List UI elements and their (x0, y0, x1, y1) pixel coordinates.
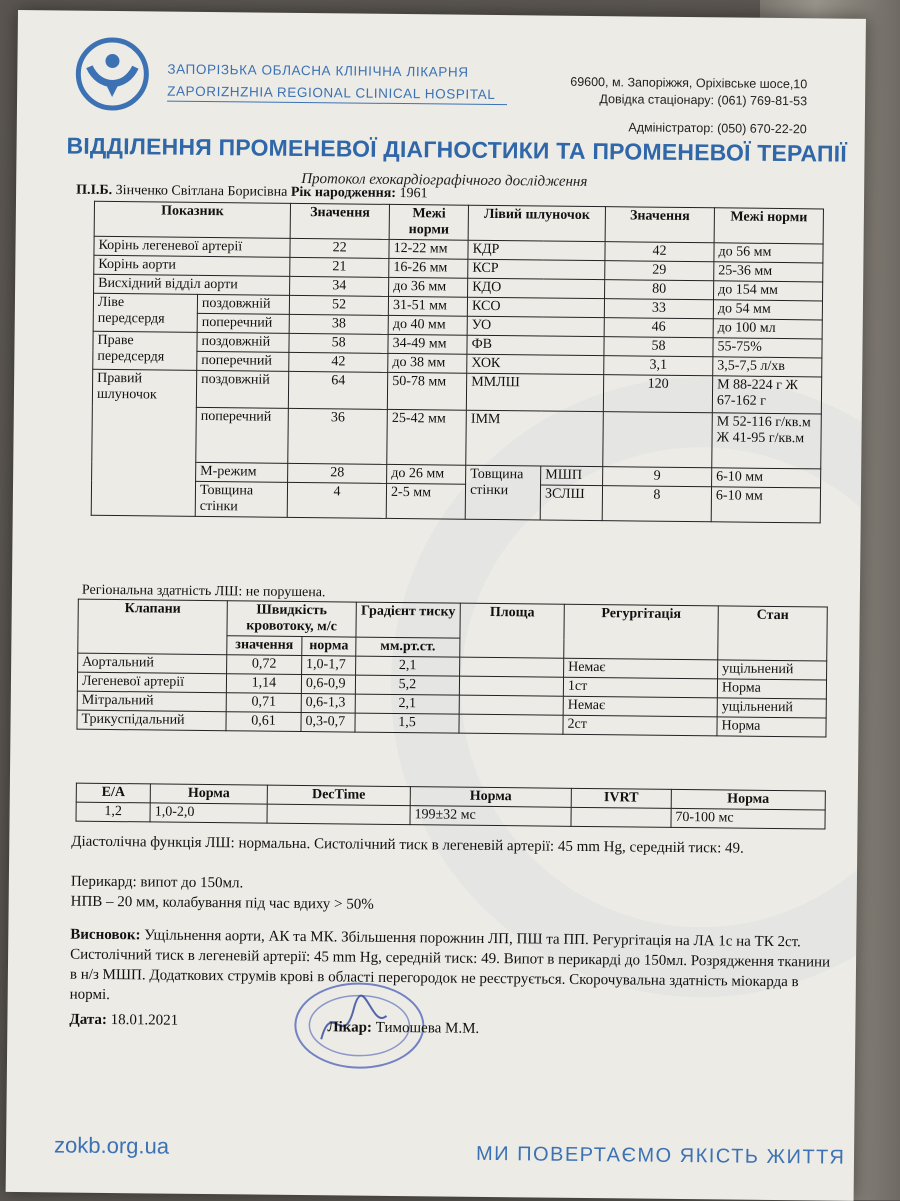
cell: ущільнений (717, 698, 826, 718)
cell: Корінь легеневої артерії (94, 236, 290, 257)
table-header-row (78, 599, 827, 642)
cell: 46 (604, 318, 713, 338)
cell: 0,71 (226, 693, 301, 713)
cell: 36 (288, 408, 388, 464)
table-row (92, 406, 822, 469)
hospital-address (547, 74, 807, 111)
cell: поперечний (196, 407, 289, 463)
cell: 4 (287, 482, 386, 518)
hospital-name-ua: ЗАПОРІЗЬКА ОБЛАСНА КЛІНІЧНА ЛІКАРНЯ (167, 61, 469, 80)
address-line: 69600, м. Запоріжжя, Оріхівське шосе,10 (570, 74, 808, 92)
cell: МШП (541, 466, 603, 486)
cell: 64 (288, 371, 387, 409)
header-cell: Показник (94, 201, 290, 238)
cell: 21 (290, 257, 389, 277)
cell: 25-36 мм (714, 262, 823, 282)
conclusion-text: Ущільнення аорти, АК та МК. Збільшення порожнин ЛП, ПШ та ПП. Регургітація на ЛА 1с на ТК 2ст. Систолічний тиск в легеневій артерії: 45 mm Hg, середній тиск: 49. Випот в перикарді до 150мл. Розрядження тканини в н/з МШП. Додаткових струмів крові в області перегородок не реєструється. Скорочувальна здатність міокарда в нормі. (69, 927, 831, 1004)
cell: поздовжній (197, 332, 289, 352)
cell: 28 (288, 463, 387, 483)
doctor-line (327, 1018, 479, 1039)
cell: 2-5 мм (386, 483, 465, 519)
cell: 2,1 (356, 656, 460, 676)
website: zokb.org.ua (53, 1132, 170, 1159)
cell: ХОК (467, 354, 604, 374)
header-cell: норма (302, 637, 356, 657)
diastolic-table (76, 783, 826, 830)
cell: КДР (468, 240, 605, 260)
cell: Ліве передсердя (93, 293, 197, 332)
cell: 50-78 мм (387, 372, 466, 410)
cell: 2,1 (355, 694, 459, 714)
cell: 6-10 мм (711, 487, 820, 523)
header-cell: Лівий шлуночок (468, 205, 605, 241)
cell: 0,61 (226, 712, 301, 732)
cell: 58 (604, 337, 713, 357)
birth-label: Рік народження: (290, 184, 397, 201)
cell: до 100 мл (713, 319, 822, 339)
header-cell: Стан (718, 606, 828, 661)
header-cell: DecTime (267, 785, 410, 805)
cell: 0,72 (227, 655, 302, 675)
cell: 6-10 мм (712, 468, 821, 488)
doctor-label: Лікар: (327, 1019, 373, 1036)
header-cell: IVRT (571, 788, 671, 808)
cell: УО (467, 316, 604, 336)
echo-measurements-table (91, 201, 824, 524)
cell: ММЛШ (466, 373, 603, 411)
cell (603, 412, 713, 468)
cell: 0,3-0,7 (301, 713, 355, 733)
cell: 42 (289, 352, 388, 372)
cell: до 40 мм (388, 315, 467, 335)
date-line (69, 1011, 178, 1031)
cell: Корінь аорти (94, 255, 290, 276)
cell: 16-26 мм (389, 258, 468, 278)
cell: 55-75% (713, 338, 822, 358)
header-cell: Значення (290, 203, 389, 239)
cell: до 154 мм (714, 281, 823, 301)
cell: 3,1 (604, 356, 713, 376)
cell: 42 (605, 242, 714, 262)
regional-function: Регіональна здатність ЛШ: не порушена. (81, 582, 326, 601)
cell: до 56 мм (714, 243, 823, 263)
header-cell: Значення (605, 207, 714, 243)
cell: 199±32 мс (410, 806, 571, 827)
birth-year: 1961 (399, 186, 428, 202)
cell: Норма (717, 717, 826, 737)
cell: 1,2 (76, 802, 150, 822)
protocol-title: Протокол ехокардіографічного дослідження (301, 170, 588, 190)
cell: Норма (717, 679, 826, 699)
patient-name: Зінченко Світлана Борисівна (115, 183, 288, 200)
document-sheet (6, 10, 866, 1201)
cell: Немає (563, 696, 717, 717)
conclusion-label: Висновок: (70, 926, 141, 944)
header-cell: Межі норми (714, 208, 823, 244)
cell: Правий шлуночок (91, 369, 197, 516)
header-cell: Регургітація (564, 604, 719, 660)
date-value: 18.01.2021 (110, 1012, 179, 1029)
conclusion (70, 925, 841, 1013)
cell: Мітральний (77, 691, 226, 712)
cell: 70-100 мс (671, 808, 825, 829)
cell (459, 714, 563, 734)
cell: 34 (290, 276, 389, 296)
cell: поперечний (197, 313, 289, 333)
cell: ЗСЛШ (540, 485, 602, 521)
cell: 22 (290, 238, 389, 258)
cell: до 26 мм (387, 464, 466, 484)
patient-line (76, 183, 428, 203)
pericard: Перикард: випот до 150мл. (70, 873, 244, 892)
department-title: ВІДДІЛЕННЯ ПРОМЕНЕВОЇ ДІАГНОСТИКИ ТА ПРОМЕНЕВОЇ ТЕРАПІЇ (66, 132, 847, 167)
cell: 1,0-1,7 (301, 656, 355, 676)
cell: 8 (602, 486, 711, 522)
cell: 120 (603, 375, 712, 413)
cell: ФВ (467, 335, 604, 355)
cell: 25-42 мм (387, 409, 467, 465)
phone-line: Довідка стаціонару: (061) 769-81-53 (599, 92, 808, 109)
cell: Трикуспідальний (77, 710, 226, 731)
cell: Праве передсердя (93, 331, 197, 370)
cell: до 36 мм (389, 277, 468, 297)
cell (459, 695, 563, 715)
admin-phone: Адміністратор: (050) 670-22-20 (628, 120, 807, 137)
cell: М-режим (196, 462, 288, 482)
cell: 52 (289, 295, 388, 315)
valves-table (76, 599, 827, 738)
slogan: МИ ПОВЕРТАЄМО ЯКІСТЬ ЖИТТЯ (475, 1142, 846, 1169)
header-cell: Градієнт тиску (356, 602, 460, 638)
pib-label: П.І.Б. (76, 182, 113, 198)
hospital-logo-icon (75, 37, 150, 112)
cell: 34-49 мм (388, 334, 467, 354)
ivc-note: НПВ – 20 мм, колабування під час вдиху > 50% (70, 893, 374, 913)
cell: 1,14 (226, 674, 301, 694)
header-cell: Межі норми (389, 204, 468, 240)
header-cell: Площа (460, 603, 565, 658)
cell: 3,5-7,5 л/хв (713, 357, 822, 377)
hospital-name-en: ZAPORIZHZHIA REGIONAL CLINICAL HOSPITAL (167, 84, 507, 106)
header-cell: значення (227, 636, 302, 656)
cell: КСР (468, 259, 605, 279)
cell: 58 (289, 333, 388, 353)
cell: 5,2 (355, 675, 459, 695)
cell: КСО (467, 297, 604, 317)
cell: поперечний (197, 351, 289, 371)
header-cell: мм.рт.ст. (356, 637, 460, 657)
header-cell: Норма (150, 784, 267, 804)
cell: поздовжній (197, 294, 289, 314)
cell: М 52-116 г/кв.м Ж 41-95 г/кв.м (712, 413, 822, 469)
header-cell: Норма (671, 789, 825, 810)
cell: до 38 мм (388, 353, 467, 373)
cell (267, 804, 410, 824)
header-cell: Клапани (78, 599, 228, 655)
cell: 33 (604, 299, 713, 319)
header-cell: E/A (76, 783, 150, 803)
cell: 29 (605, 261, 714, 281)
cell: 12-22 мм (389, 239, 468, 259)
date-label: Дата: (69, 1011, 107, 1028)
cell: 1,0-2,0 (150, 803, 267, 823)
cell: Немає (564, 658, 718, 679)
cell: до 54 мм (713, 300, 822, 320)
cell (459, 676, 563, 696)
cell: М 88-224 г Ж 67-162 г (712, 376, 821, 414)
header-cell: Швидкість кровотоку, м/с (227, 601, 356, 637)
cell: 31-51 мм (388, 296, 467, 316)
cell: ущільнений (718, 660, 827, 680)
cell: 2ст (563, 715, 717, 736)
diastolic-function: Діастолічна функція ЛШ: нормальна. Систолічний тиск в легеневій артерії: 45 mm Hg, середній тиск: 49. (71, 833, 744, 857)
cell: Товщина стінки (465, 465, 541, 520)
cell: 1ст (563, 677, 717, 698)
header-cell: Норма (410, 787, 571, 808)
cell (571, 807, 671, 827)
cell: 1,5 (355, 713, 459, 733)
cell: поздовжній (196, 370, 289, 408)
cell: 0,6-1,3 (301, 694, 355, 714)
cell: 80 (605, 280, 714, 300)
cell: ІММ (466, 410, 603, 466)
cell (460, 657, 564, 677)
cell: 38 (289, 314, 388, 334)
table-row (91, 480, 820, 523)
cell: Легеневої артерії (77, 672, 226, 693)
cell: 9 (603, 467, 712, 487)
doctor-name: Тимошева М.М. (375, 1019, 480, 1037)
cell: Аортальний (78, 653, 227, 674)
cell: 0,6-0,9 (301, 675, 355, 695)
cell: Висхідний відділ аорти (94, 274, 290, 295)
cell: Товщина стінки (195, 481, 287, 517)
cell: КДО (468, 278, 605, 298)
